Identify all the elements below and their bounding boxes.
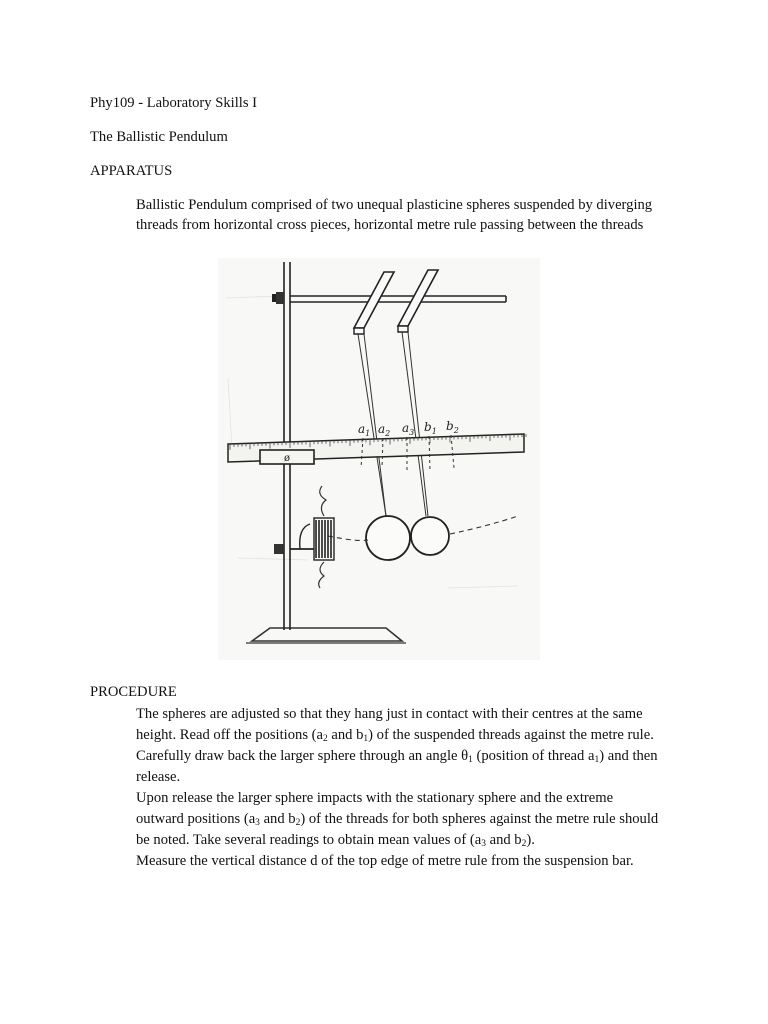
procedure-p1-line-4: release. (136, 769, 181, 785)
label-b1: $b_1$ (424, 420, 437, 436)
procedure-p3-line-1: Measure the vertical distance d of the top edge of metre rule from the suspension bar. (136, 853, 634, 869)
top-clamp-screw-icon (276, 292, 284, 304)
apparatus-line-2: threads from horizontal cross pieces, horizontal metre rule passing between the threads (136, 217, 644, 233)
procedure-p2-line-2: outward positions ($a_3$ and $b_2$) of the threads for both spheres against the metre rule should (136, 811, 659, 828)
rule-clamp-mark: ø (284, 453, 291, 464)
label-a1: $a_1$ (358, 422, 371, 438)
procedure-p1-line-3: Carefully draw back the larger sphere through an angle $\theta_1$ (position of thread $a_1$) and then (136, 748, 658, 765)
top-clamp-knob-icon (272, 294, 276, 302)
ballistic-pendulum-figure (218, 258, 540, 660)
procedure-p2-line-3: be noted. Take several readings to obtain mean values of ($a_3$ and $b_2$). (136, 832, 535, 849)
procedure-p2-line-1: Upon release the larger sphere impacts with the stationary sphere and the extreme (136, 790, 614, 806)
label-a2: $a_2$ (378, 422, 391, 438)
course-title: Phy109 - Laboratory Skills I (90, 95, 258, 111)
procedure-p1-line-1: The spheres are adjusted so that they hang just in contact with their centres at the same (136, 706, 643, 722)
label-a3: $a_3$ (402, 421, 415, 437)
procedure-heading: PROCEDURE (90, 684, 177, 700)
page-title: The Ballistic Pendulum (90, 129, 228, 145)
lower-clamp-screw-icon (274, 544, 284, 554)
small-sphere (411, 517, 449, 555)
apparatus-heading: APPARATUS (90, 163, 173, 179)
ballistic-pendulum-diagram (218, 258, 540, 660)
label-b2: $b_2$ (446, 419, 459, 435)
procedure-p1-line-2: height. Read off the positions ($a_2$ and $b_1$) of the suspended threads against the metre rule. (136, 727, 654, 744)
apparatus-line-1: Ballistic Pendulum comprised of two unequal plasticine spheres suspended by diverging (136, 197, 653, 213)
large-sphere (366, 516, 410, 560)
